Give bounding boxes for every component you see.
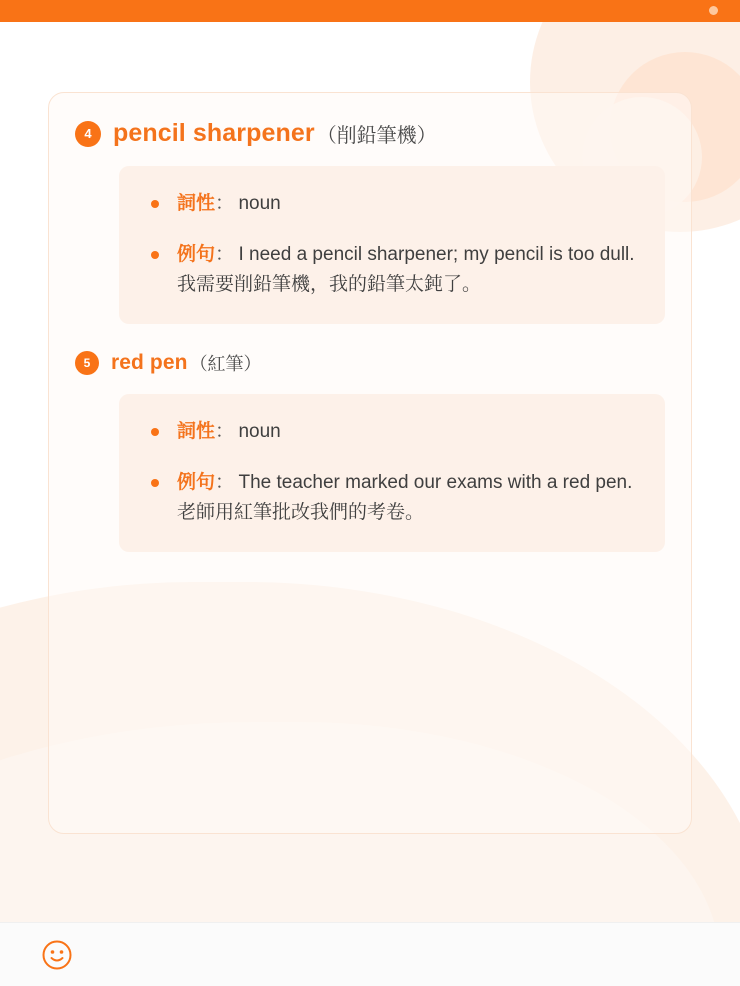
entry-header — [49, 350, 691, 376]
entry-detail-box — [119, 394, 665, 552]
label-colon: ： — [215, 421, 235, 443]
status-dot-icon — [709, 6, 718, 15]
part-of-speech-value: noun — [238, 421, 281, 443]
vocabulary-card — [48, 92, 692, 834]
example-sentence-en: I need a pencil sharpener; my pencil is too dull. — [238, 244, 635, 266]
example-row — [145, 239, 639, 300]
bullet-icon — [151, 479, 159, 487]
example-label: 例句 — [177, 472, 216, 494]
entry-term: red pen — [111, 351, 188, 375]
bullet-icon — [151, 200, 159, 208]
bullet-icon — [151, 251, 159, 259]
entry-number-badge: 5 — [75, 351, 99, 375]
entry-term: pencil sharpener — [113, 119, 315, 147]
entry-term-translation: （紅筆） — [189, 354, 262, 375]
footer-bar — [0, 922, 740, 986]
entry-detail-box — [119, 166, 665, 324]
part-of-speech-row — [145, 416, 639, 447]
example-sentence-zh: 我需要削鉛筆機，我的鉛筆太鈍了。 — [177, 274, 482, 296]
part-of-speech-label: 詞性 — [177, 421, 216, 443]
example-sentence-en: The teacher marked our exams with a red pen. — [238, 472, 633, 494]
part-of-speech-value: noun — [238, 193, 281, 214]
top-bar — [0, 0, 740, 22]
example-row — [145, 467, 639, 528]
example-sentence-zh: 老師用紅筆批改我們的考卷。 — [177, 502, 425, 524]
entry-number-badge: 4 — [75, 121, 101, 147]
entry-header — [49, 119, 691, 148]
example-label: 例句 — [177, 244, 216, 266]
label-colon: ： — [215, 472, 235, 494]
label-colon: ： — [215, 244, 235, 266]
part-of-speech-row — [145, 188, 639, 219]
entry-term-translation: （削鉛筆機） — [316, 125, 437, 147]
bullet-icon — [151, 428, 159, 436]
part-of-speech-label: 詞性 — [177, 193, 216, 214]
smiley-face-icon[interactable] — [42, 940, 72, 970]
label-colon: ： — [215, 193, 235, 214]
